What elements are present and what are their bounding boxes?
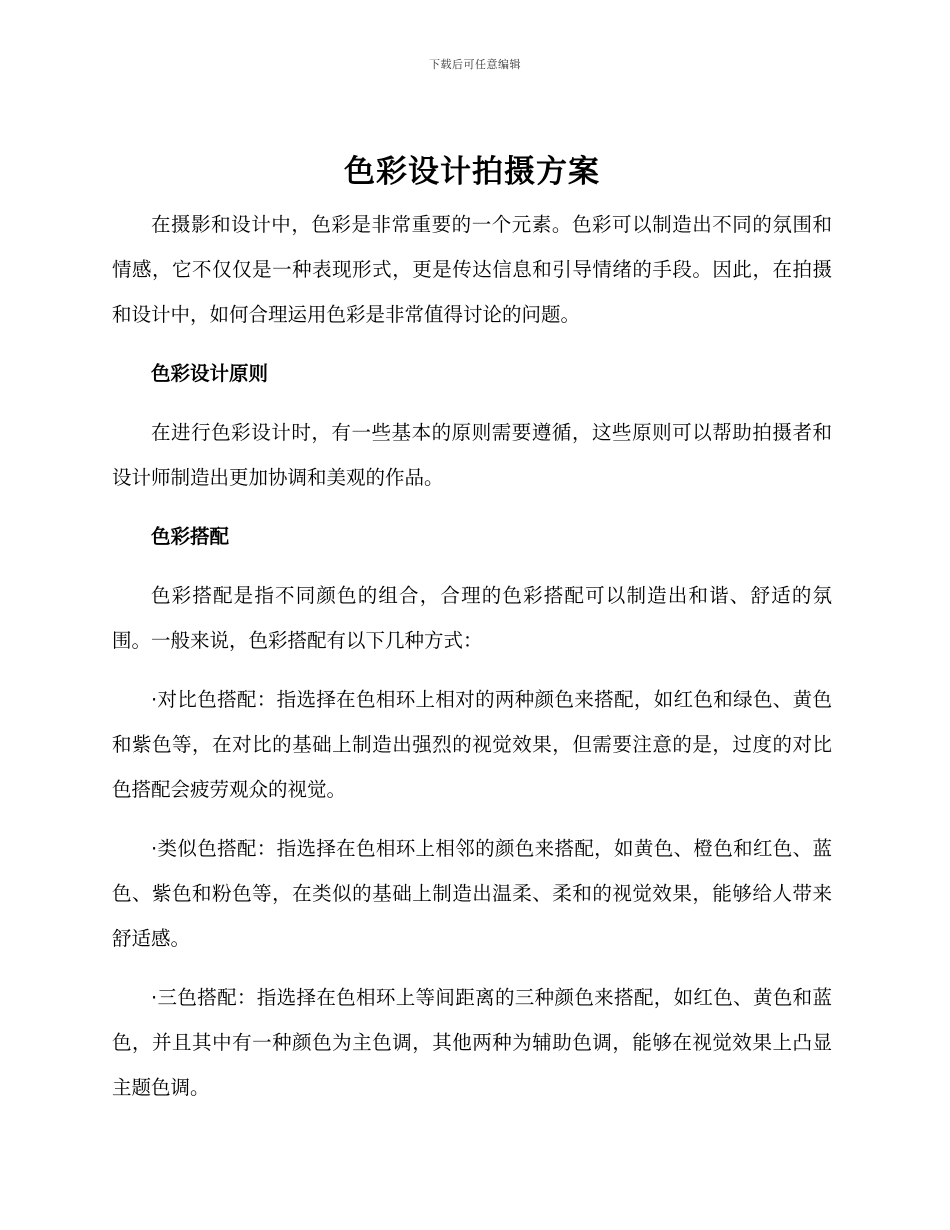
document-body xyxy=(112,150,832,1124)
section-heading-matching: 色彩搭配 xyxy=(151,525,230,548)
matching-paragraph: 色彩搭配是指不同颜色的组合，合理的色彩搭配可以制造出和谐、舒适的氛围。一般来说，色彩搭配有以下几种方式： xyxy=(112,584,832,652)
bullet-triadic: ·三色搭配：指选择在色相环上等间距离的三种颜色来搭配，如红色、黄色和蓝色，并且其中有一种颜色为主色调，其他两种为辅助色调，能够在视觉效果上凸显主题色调。 xyxy=(112,986,832,1099)
document-title: 色彩设计拍摄方案 xyxy=(344,154,600,190)
section-heading-principles: 色彩设计原则 xyxy=(151,362,269,385)
header-note: 下载后可任意编辑 xyxy=(429,58,521,71)
bullet-contrast: ·对比色搭配：指选择在色相环上相对的两种颜色来搭配，如红色和绿色、黄色和紫色等，在对比的基础上制造出强烈的视觉效果，但需要注意的是，过度的对比色搭配会疲劳观众的视觉。 xyxy=(112,688,832,801)
principles-paragraph: 在进行色彩设计时，有一些基本的原则需要遵循，这些原则可以帮助拍摄者和设计师制造出更加协调和美观的作品。 xyxy=(112,421,832,489)
intro-paragraph: 在摄影和设计中，色彩是非常重要的一个元素。色彩可以制造出不同的氛围和情感，它不仅仅是一种表现形式，更是传达信息和引导情绪的手段。因此，在拍摄和设计中，如何合理运用色彩是非常值得讨论的问题。 xyxy=(112,213,832,326)
bullet-analogous: ·类似色搭配：指选择在色相环上相邻的颜色来搭配，如黄色、橙色和红色、蓝色、紫色和粉色等，在类似的基础上制造出温柔、柔和的视觉效果，能够给人带来舒适感。 xyxy=(112,837,832,950)
